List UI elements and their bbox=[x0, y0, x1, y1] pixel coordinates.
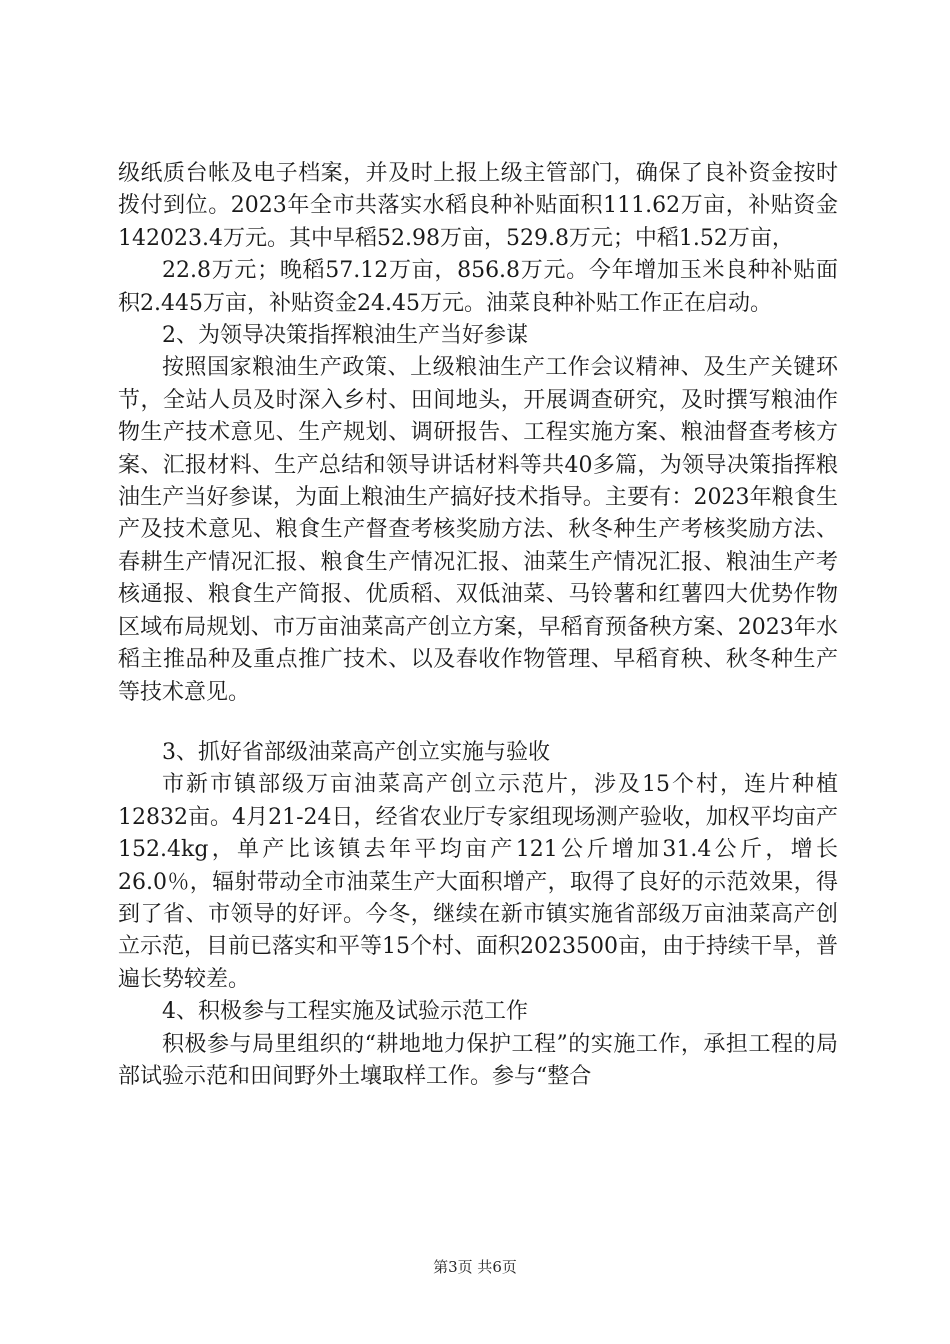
paragraph-rapeseed-demo: 市新市镇部级万亩油菜高产创立示范片，涉及15个村，连片种植12832亩。4月21-24日，经省农业厅专家组现场测产验收，加权平均亩产152.4kg，单产比该镇去年平均亩产121公斤增加31.4公斤，增长26.0％，辐射带动全市油菜生产大面积增产，取得了良好的示范效果，得到了省、市领导的好评。今冬，继续在新市镇实施省部级万亩油菜高产创立示范，目前已落实和平等15个村、面积2023500亩，由于持续干旱，普遍长势较差。 bbox=[118, 772, 838, 992]
section-heading-3: 3、抓好省部级油菜高产创立实施与验收 bbox=[162, 739, 550, 765]
paragraph-subsidy-records: 级纸质台帐及电子档案，并及时上报上级主管部门，确保了良补资金按时拨付到位。2023年全市共落实水稻良种补贴面积111.62万亩，补贴资金142023.4万元。其中早稻52.98万亩，529.8万元；中稻1.52万亩， bbox=[118, 161, 838, 251]
page-footer: 第3页 共6页 bbox=[433, 1258, 517, 1276]
document-body bbox=[118, 158, 838, 1093]
paragraph-decision-support: 按照国家粮油生产政策、上级粮油生产工作会议精神、及生产关键环节，全站人员及时深入乡村、田间地头，开展调查研究，及时撰写粮油作物生产技术意见、生产规划、调研报告、工程实施方案、粮油督查考核方案、汇报材料、生产总结和领导讲话材料等共40多篇，为领导决策指挥粮油生产当好参谋，为面上粮油生产搞好技术指导。主要有：2023年粮食生产及技术意见、粮食生产督查考核奖励方法、秋冬种生产考核奖励方法、春耕生产情况汇报、粮食生产情况汇报、油菜生产情况汇报、粮油生产考核通报、粮食生产简报、优质稻、双低油菜、马铃薯和红薯四大优势作物区域布局规划、市万亩油菜高产创立方案，早稻育预备秧方案、2023年水稻主推品种及重点推广技术、以及春收作物管理、早稻育秧、秋冬种生产等技术意见。 bbox=[118, 355, 838, 705]
paragraph-project-work: 积极参与局里组织的“耕地地力保护工程”的实施工作，承担工程的局部试验示范和田间野外土壤取样工作。参与“整合 bbox=[118, 1031, 838, 1089]
section-heading-4: 4、积极参与工程实施及试验示范工作 bbox=[162, 999, 528, 1025]
section-heading-2: 2、为领导决策指挥粮油生产当好参谋 bbox=[162, 323, 528, 349]
paragraph-subsidy-continued: 22.8万元；晚稻57.12万亩，856.8万元。今年增加玉米良种补贴面积2.445万亩，补贴资金24.45万元。油菜良种补贴工作正在启动。 bbox=[118, 258, 838, 316]
paragraph-gap bbox=[118, 709, 838, 737]
